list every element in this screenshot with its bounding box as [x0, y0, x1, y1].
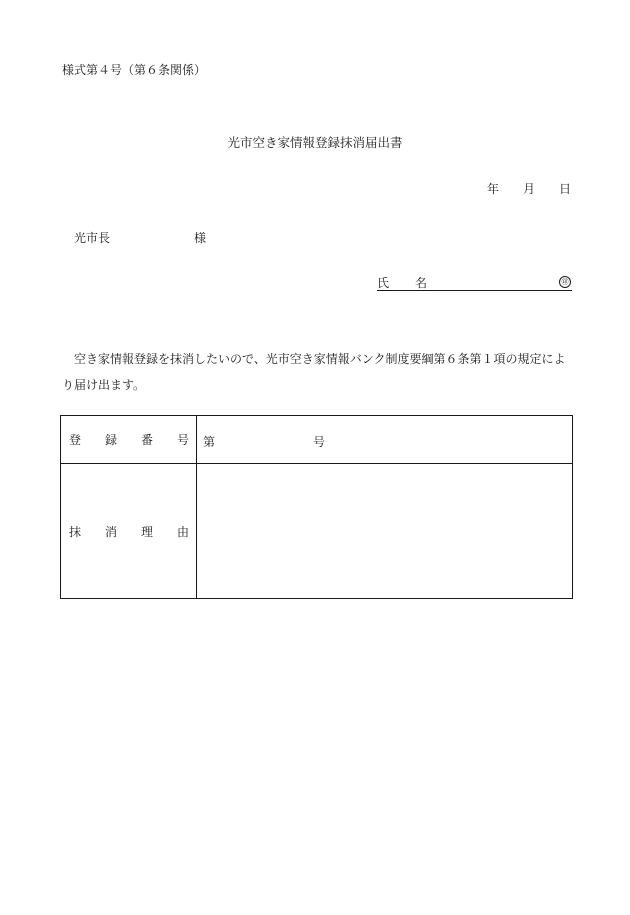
label-char: 消	[104, 524, 117, 539]
registration-number-label	[61, 416, 197, 464]
cancellation-reason-label	[61, 464, 197, 599]
number-prefix: 第	[203, 435, 216, 449]
registration-number-field[interactable]	[197, 416, 573, 464]
label-char: 由	[176, 524, 189, 539]
form-number: 様式第４号（第６条関係）	[62, 63, 207, 77]
cancellation-reason-field[interactable]	[197, 464, 573, 599]
applicant-name-field[interactable]	[377, 276, 572, 291]
addressee	[74, 229, 207, 246]
body-line-1: 空き家情報登録を抹消したいので、光市空き家情報バンク制度要綱第６条第１項の規定によ	[74, 352, 566, 366]
document-title: 光市空き家情報登録抹消届出書	[227, 135, 403, 150]
number-suffix: 号	[313, 435, 326, 449]
seal-icon: ㊞	[559, 276, 571, 288]
cancellation-reason-row	[61, 464, 573, 599]
label-char: 録	[104, 433, 117, 447]
label-char: 理	[140, 524, 153, 539]
label-char: 号	[176, 433, 189, 447]
name-label: 名	[415, 276, 428, 290]
date-month-label: 月	[522, 182, 535, 196]
date-year-label: 年	[486, 182, 499, 196]
label-char: 登	[69, 433, 82, 447]
body-line-2: り届け出ます。	[62, 378, 146, 392]
registration-number-row	[61, 416, 573, 464]
addressee-honorific: 様	[194, 231, 207, 245]
addressee-name: 光市長	[74, 231, 111, 245]
date-day-label: 日	[558, 182, 571, 196]
registration-table	[60, 415, 573, 599]
body-text	[62, 346, 572, 398]
date-line	[487, 180, 571, 197]
surname-label: 氏	[377, 276, 390, 290]
label-char: 番	[140, 433, 153, 447]
label-char: 抹	[69, 524, 82, 539]
